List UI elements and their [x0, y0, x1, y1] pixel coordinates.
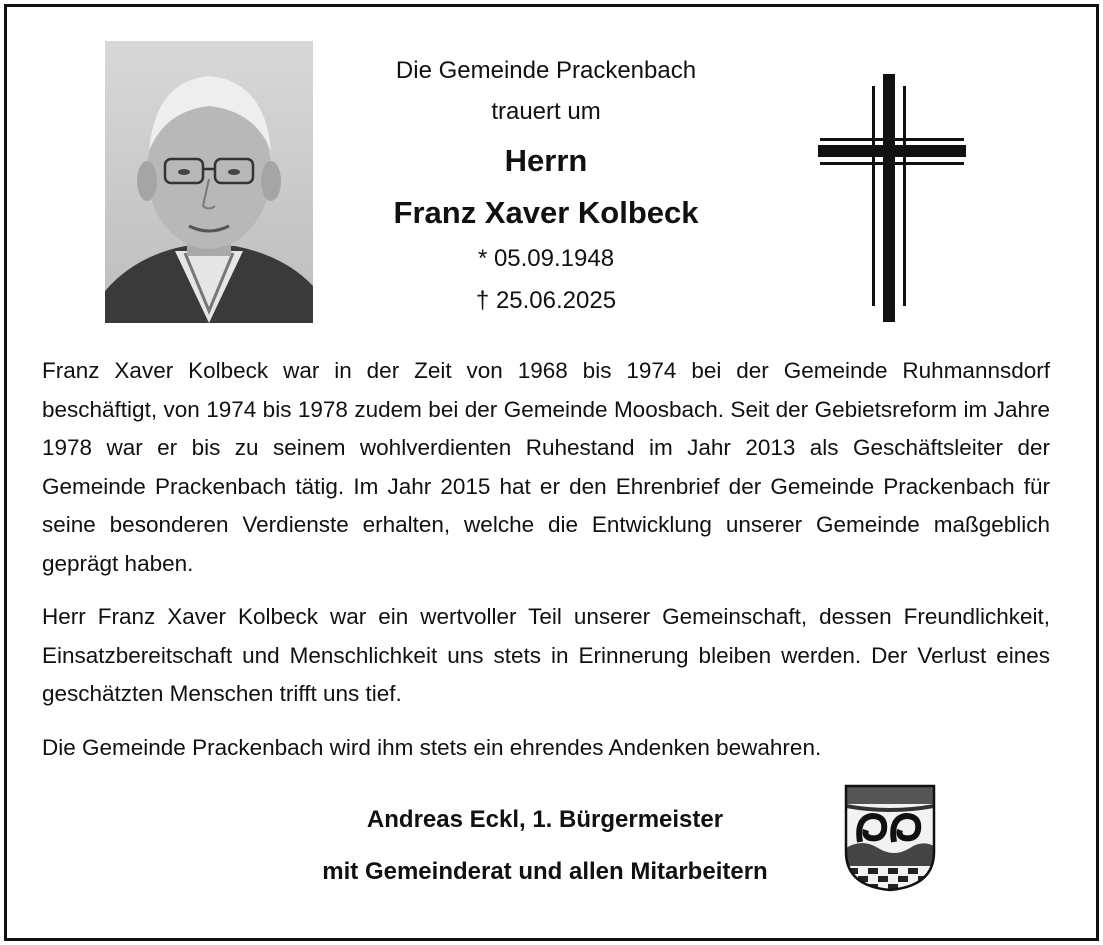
- obituary-text: [42, 352, 1050, 767]
- mourning-line: trauert um: [491, 98, 601, 125]
- portrait-photo: [105, 41, 313, 323]
- council-signature: mit Gemeinderat und allen Mitarbeitern: [322, 858, 768, 885]
- signature-block: [230, 800, 860, 892]
- double-cross-icon: [812, 68, 972, 329]
- paragraph-career: Franz Xaver Kolbeck war in der Zeit von 1968 bis 1974 bei der Gemeinde Ruhmannsdorf beschäftigt, von 1974 bis 1978 zudem bei der Gemeinde Moosbach. Seit der Gebietsreform im Jahre 1978 war er bis zu seinem wohlverdienten Ruhestand im Jahr 2013 als Geschäftsleiter der Gemeinde Prackenbach tätig. Im Jahr 2015 hat er den Ehrenbrief der Gemeinde Prackenbach für seine besonderen Verdienste erhalten, welche die Entwicklung unserer Gemeinde maßgeblich geprägt haben.: [42, 358, 1050, 576]
- death-date: † 25.06.2025: [475, 287, 617, 314]
- salutation: Herrn: [504, 143, 588, 178]
- deceased-name: Franz Xaver Kolbeck: [393, 195, 699, 230]
- announcement-line: Die Gemeinde Prackenbach: [395, 57, 697, 84]
- coat-of-arms-icon: [842, 782, 938, 897]
- mayor-signature: Andreas Eckl, 1. Bürgermeister: [366, 806, 724, 833]
- obituary-header: [330, 50, 762, 322]
- paragraph-tribute: Herr Franz Xaver Kolbeck war ein wertvoller Teil unserer Gemeinschaft, dessen Freundlichkeit, Einsatzbereitschaft und Menschlichkeit uns stets in Erinnerung bleiben werden. Der Verlust eines geschätzten Menschen trifft uns tief.: [42, 604, 1050, 706]
- birth-date: * 05.09.1948: [477, 245, 615, 272]
- paragraph-remembrance: Die Gemeinde Prackenbach wird ihm stets ein ehrendes Andenken bewahren.: [42, 734, 822, 760]
